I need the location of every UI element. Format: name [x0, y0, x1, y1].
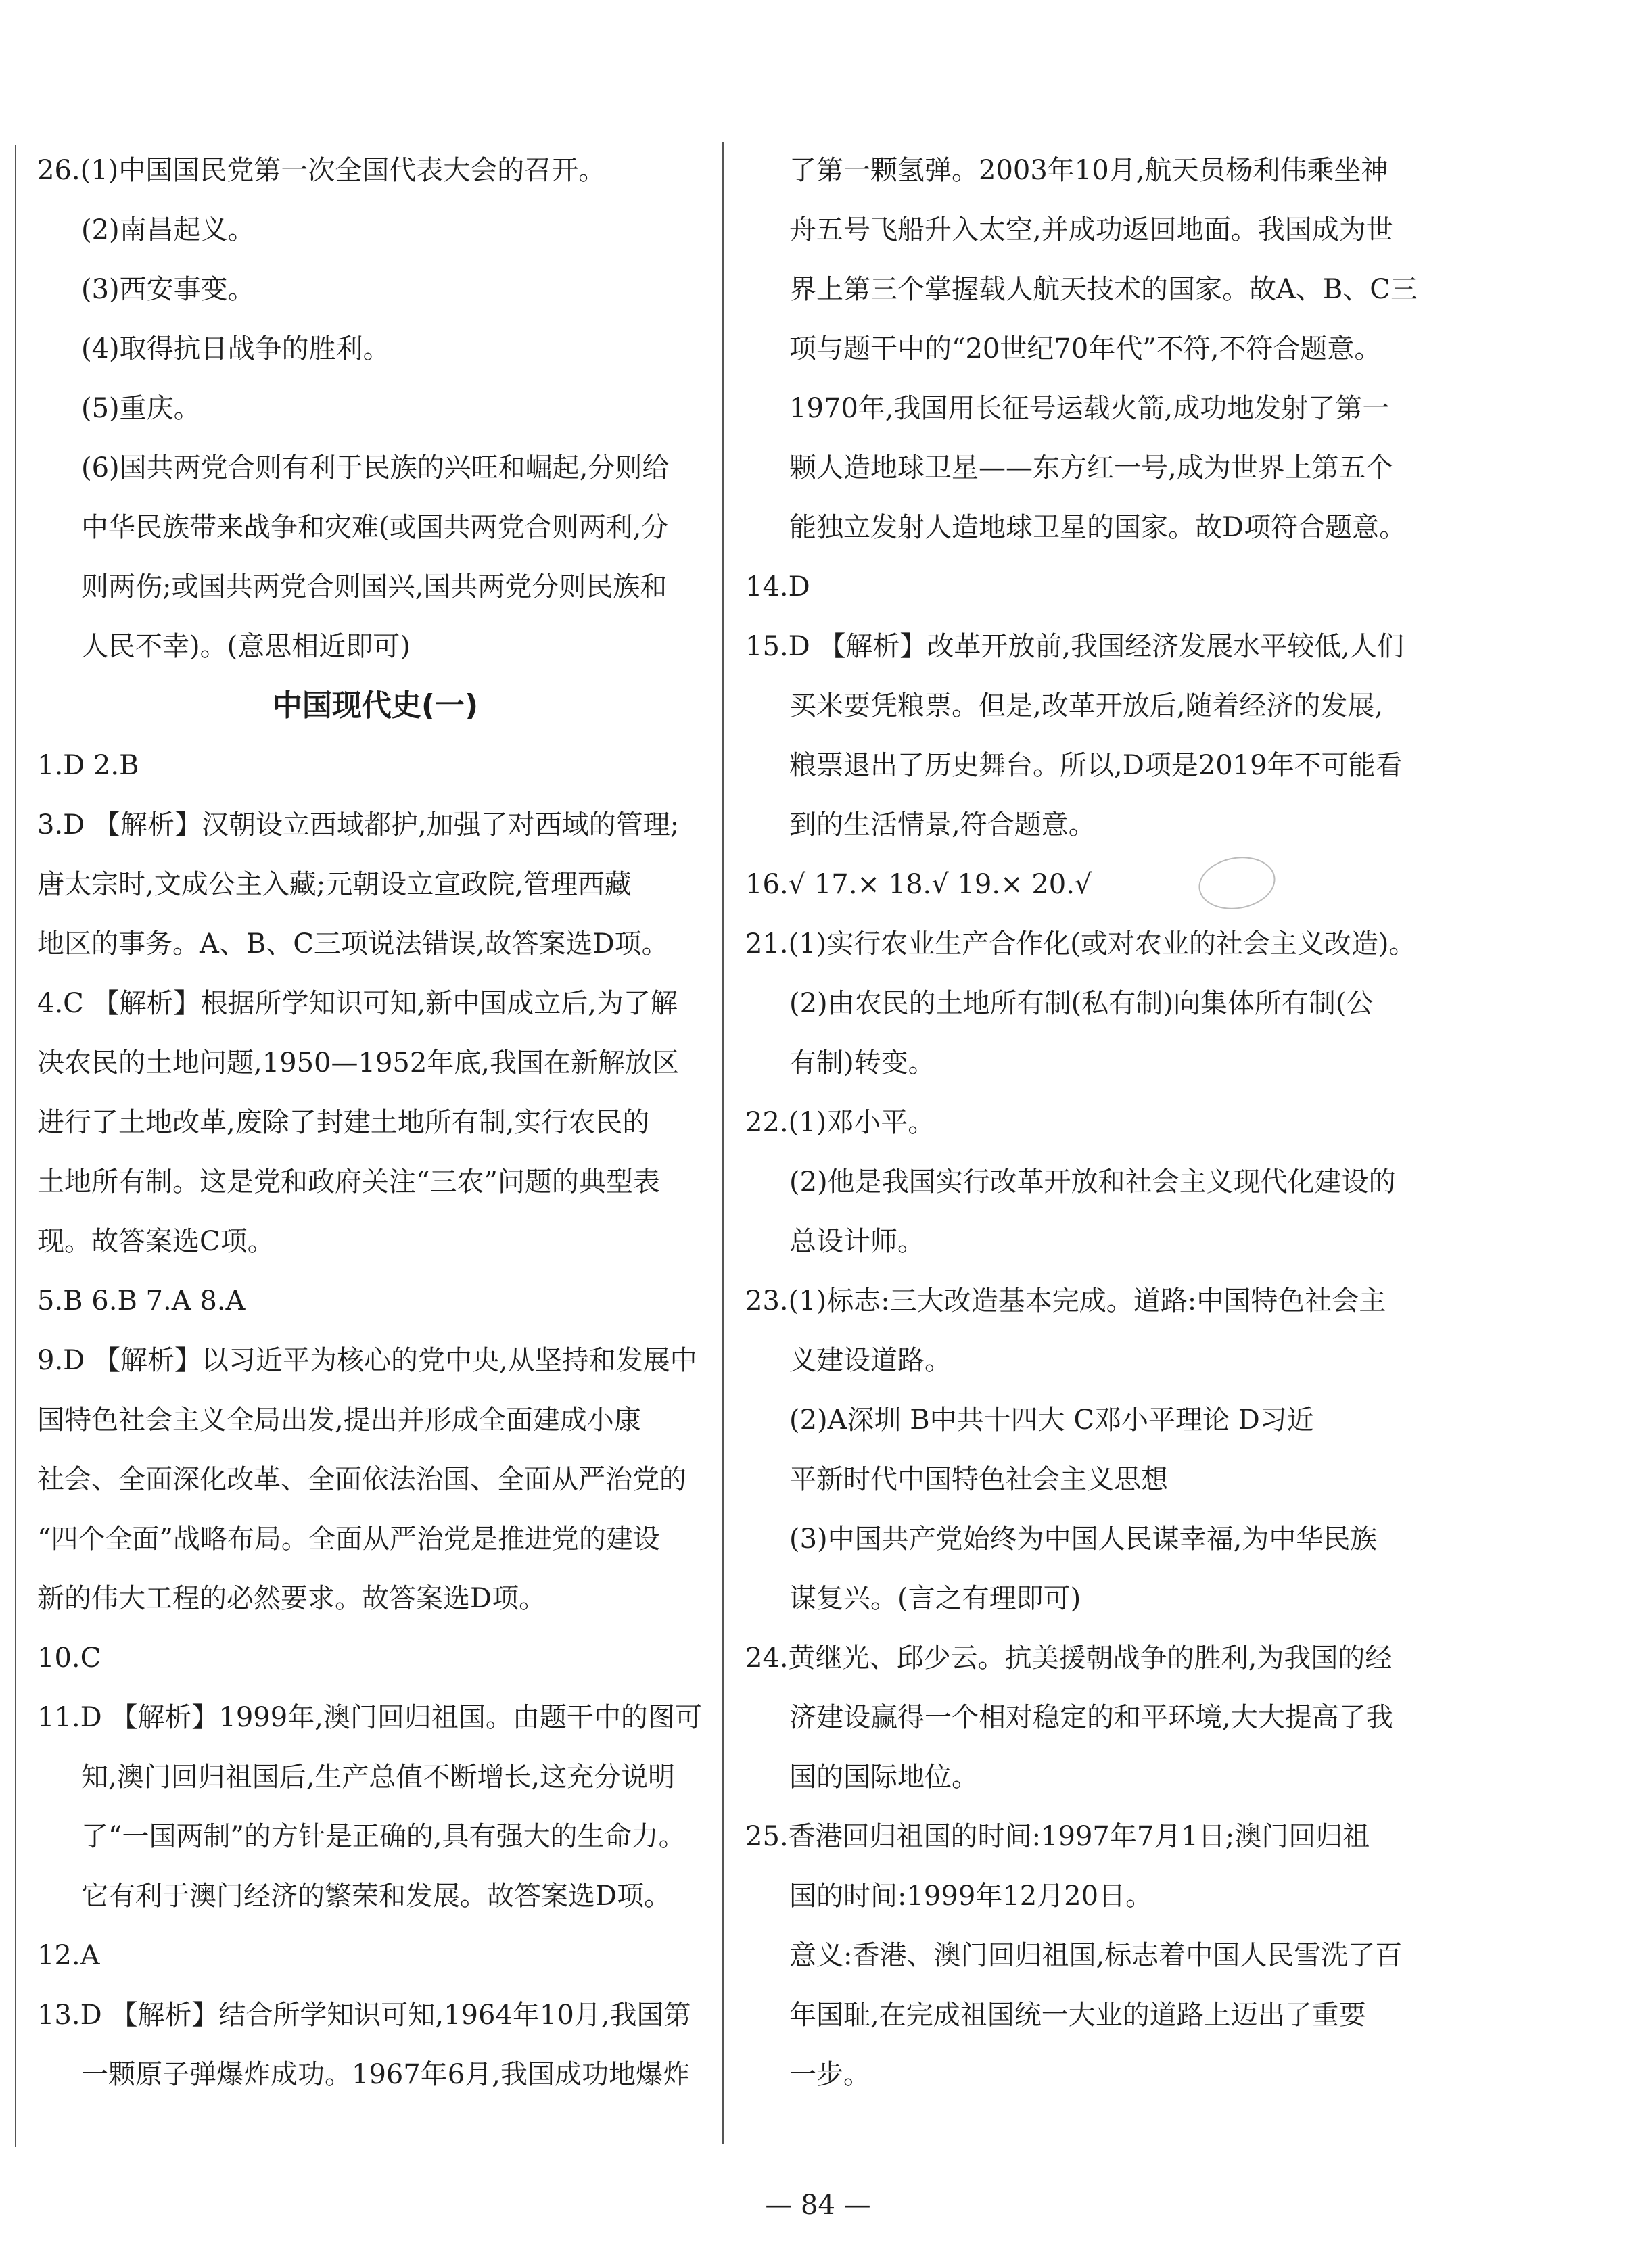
answer-line: 新的伟大工程的必然要求。故答案选D项。 [37, 1583, 546, 1614]
answer-line: 颗人造地球卫星——东方红一号,成为世界上第五个 [789, 452, 1393, 483]
answer-line: 26.(1)中国国民党第一次全国代表大会的召开。 [37, 155, 606, 186]
answer-line: 到的生活情景,符合题意。 [789, 809, 1096, 841]
answer-line: 年国耻,在完成祖国统一大业的道路上迈出了重要 [789, 2000, 1366, 2031]
answer-line: 24.黄继光、邱少云。抗美援朝战争的胜利,为我国的经 [745, 1643, 1393, 1674]
answer-line: 总设计师。 [789, 1226, 925, 1257]
answer-line: 11.D 【解析】1999年,澳门回归祖国。由题干中的图可 [37, 1702, 702, 1733]
answer-line: (3)西安事变。 [81, 274, 255, 305]
answer-line: (4)取得抗日战争的胜利。 [81, 333, 390, 364]
answer-line: 5.B 6.B 7.A 8.A [37, 1285, 246, 1317]
answer-line: 唐太宗时,文成公主入藏;元朝设立宣政院,管理西藏 [37, 869, 632, 900]
answer-line: 10.C [37, 1643, 101, 1674]
answer-line: 则两伤;或国共两党合则国兴,国共两党分则民族和 [81, 571, 668, 603]
answer-line: 9.D 【解析】以习近平为核心的党中央,从坚持和发展中 [37, 1345, 697, 1376]
column-divider [722, 142, 724, 2144]
answer-line: “四个全面”战略布局。全面从严治党是推进党的建设 [37, 1523, 660, 1555]
answer-line: 3.D 【解析】汉朝设立西域都护,加强了对西域的管理; [37, 809, 680, 841]
answer-line: 意义:香港、澳门回归祖国,标志着中国人民雪洗了百 [789, 1940, 1403, 1971]
answer-line: (5)重庆。 [81, 393, 201, 424]
answer-line: 社会、全面深化改革、全面依法治国、全面从严治党的 [37, 1464, 686, 1495]
page-number: — 84 — [765, 2190, 871, 2221]
answer-line: 人民不幸)。(意思相近即可) [81, 631, 411, 662]
answer-line: 有制)转变。 [789, 1047, 935, 1079]
answer-line: 1.D 2.B [37, 750, 139, 781]
answer-line: 16.√ 17.× 18.√ 19.× 20.√ [745, 869, 1092, 900]
answer-line: (2)A深圳 B中共十四大 C邓小平理论 D习近 [789, 1404, 1314, 1436]
answer-line: (2)由农民的土地所有制(私有制)向集体所有制(公 [789, 988, 1374, 1019]
answer-line: 4.C 【解析】根据所学知识可知,新中国成立后,为了解 [37, 988, 678, 1019]
answer-line: 能独立发射人造地球卫星的国家。故D项符合题意。 [789, 512, 1407, 543]
answer-line: 了第一颗氢弹。2003年10月,航天员杨利伟乘坐神 [789, 155, 1388, 186]
answer-line: 21.(1)实行农业生产合作化(或对农业的社会主义改造)。 [745, 928, 1416, 960]
answer-line: 1970年,我国用长征号运载火箭,成功地发射了第一 [789, 393, 1390, 424]
answer-line: (3)中国共产党始终为中国人民谋幸福,为中华民族 [789, 1523, 1378, 1555]
answer-line: 12.A [37, 1940, 100, 1971]
answer-line: 25.香港回归祖国的时间:1997年7月1日;澳门回归祖 [745, 1821, 1370, 1852]
answer-line: 15.D 【解析】改革开放前,我国经济发展水平较低,人们 [745, 631, 1404, 662]
answer-line: 13.D 【解析】结合所学知识可知,1964年10月,我国第 [37, 2000, 691, 2031]
answer-line: 中华民族带来战争和灾难(或国共两党合则两利,分 [81, 512, 669, 543]
answer-line: 22.(1)邓小平。 [745, 1107, 935, 1138]
answer-line: 粮票退出了历史舞台。所以,D项是2019年不可能看 [789, 750, 1403, 781]
left-column [37, 141, 714, 2104]
answer-line: 界上第三个掌握载人航天技术的国家。故A、B、C三 [789, 274, 1418, 305]
answer-line: 国特色社会主义全局出发,提出并形成全面建成小康 [37, 1404, 641, 1436]
answer-line: 14.D [745, 571, 810, 603]
answer-line: (6)国共两党合则有利于民族的兴旺和崛起,分则给 [81, 452, 670, 483]
answer-line: 舟五号飞船升入太空,并成功返回地面。我国成为世 [789, 214, 1393, 245]
answer-line: 义建设道路。 [789, 1345, 952, 1376]
left-margin-rule [15, 145, 16, 2147]
answer-line: 23.(1)标志:三大改造基本完成。道路:中国特色社会主 [745, 1285, 1386, 1317]
right-column [745, 141, 1422, 2104]
answer-line: 一步。 [789, 2059, 870, 2090]
answer-line: 济建设赢得一个相对稳定的和平环境,大大提高了我 [789, 1702, 1393, 1733]
answer-line: 一颗原子弹爆炸成功。1967年6月,我国成功地爆炸 [81, 2059, 690, 2090]
answer-line: 知,澳门回归祖国后,生产总值不断增长,这充分说明 [81, 1762, 676, 1793]
answer-line: 了“一国两制”的方针是正确的,具有强大的生命力。 [81, 1821, 686, 1852]
answer-line: 现。故答案选C项。 [37, 1226, 275, 1257]
answer-line: 进行了土地改革,废除了封建土地所有制,实行农民的 [37, 1107, 650, 1138]
answer-line: 国的时间:1999年12月20日。 [789, 1881, 1153, 1912]
answer-line: 国的国际地位。 [789, 1762, 979, 1793]
section-title: 中国现代史(一) [272, 688, 479, 723]
answer-line: (2)南昌起义。 [81, 214, 255, 245]
answer-line: 项与题干中的“20世纪70年代”不符,不符合题意。 [789, 333, 1382, 364]
answer-line: 土地所有制。这是党和政府关注“三农”问题的典型表 [37, 1166, 660, 1198]
answer-line: 平新时代中国特色社会主义思想 [789, 1464, 1168, 1495]
answer-line: 谋复兴。(言之有理即可) [789, 1583, 1081, 1614]
answer-line: (2)他是我国实行改革开放和社会主义现代化建设的 [789, 1166, 1396, 1198]
answer-line: 地区的事务。A、B、C三项说法错误,故答案选D项。 [37, 928, 669, 960]
answer-line: 它有利于澳门经济的繁荣和发展。故答案选D项。 [81, 1881, 672, 1912]
answer-line: 买米要凭粮票。但是,改革开放后,随着经济的发展, [789, 690, 1384, 722]
answer-line: 决农民的土地问题,1950—1952年底,我国在新解放区 [37, 1047, 680, 1079]
